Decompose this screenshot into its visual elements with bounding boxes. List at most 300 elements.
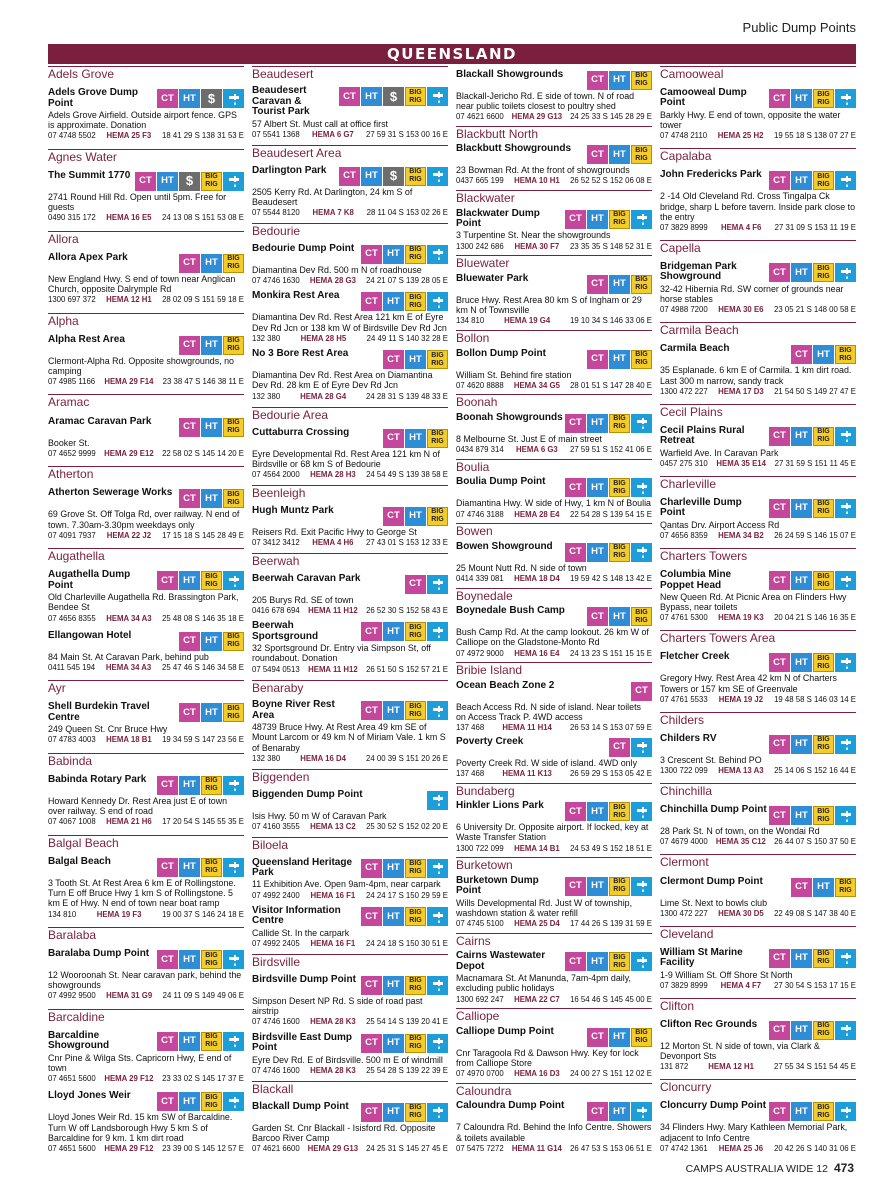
hema-map-ref: HEMA 34 B2 [718, 531, 764, 540]
entry-header [48, 1091, 244, 1111]
hema-map-ref: HEMA 12 H1 [106, 295, 152, 305]
big-rig-icon: BIG RIG [631, 71, 652, 90]
big-rig-icon: BIG RIG [631, 607, 652, 626]
hema-map-ref: HEMA 18 B1 [106, 735, 152, 745]
entry-description: Bush Camp Rd. At the camp lookout. 26 km W of Calliope on the Gladstone-Monto Rd [456, 627, 649, 648]
entry-description: 69 Grove St. Off Tolga Rd, over railway. N end of town. 7.30am-3.30pm weekdays only [48, 509, 240, 530]
phone-number: 07 4761 5533 [660, 694, 708, 704]
dump-point-entry [252, 574, 448, 616]
entry-meta [456, 919, 652, 929]
facility-icons [361, 859, 448, 878]
ct-icon: CT [179, 703, 200, 722]
entry-name: Blackall Showgrounds [456, 68, 564, 80]
water-tap-icon [631, 738, 652, 757]
ct-icon: CT [587, 275, 608, 294]
phone-number: 134 810 [456, 316, 485, 326]
water-tap-icon [835, 171, 856, 190]
phone-number: 134 810 [48, 909, 77, 919]
phone-number: 07 4745 5100 [456, 919, 504, 929]
water-tap-icon [427, 976, 448, 995]
hema-map-ref: HEMA 28 K3 [310, 1017, 356, 1027]
entry-header [48, 1031, 244, 1052]
ct-icon: CT [361, 1103, 382, 1122]
entry-name: Bowen Showground [456, 540, 553, 552]
facility-icons [361, 245, 448, 264]
entry-meta [48, 531, 244, 541]
phone-number: 07 5494 0513 [252, 664, 300, 674]
phone-number: 1300 722 099 [456, 843, 504, 853]
facility-icons [587, 145, 652, 164]
ct-icon: CT [587, 1102, 608, 1121]
town-heading: Boulia [456, 459, 652, 474]
entry-meta [660, 695, 856, 705]
footer-label: CAMPS AUSTRALIA WIDE 12 [685, 1163, 828, 1175]
entry-meta [660, 531, 856, 541]
water-tap-icon [835, 806, 856, 825]
ht-icon: HT [791, 263, 812, 282]
entry-header [252, 906, 448, 927]
big-rig-icon: BIG RIG [631, 350, 652, 369]
hema-map-ref: HEMA 11 K13 [502, 769, 552, 779]
big-rig-icon: BIG RIG [609, 210, 630, 229]
water-tap-icon [427, 622, 448, 641]
gps-coordinates: 27 31 09 S 153 11 19 E [774, 222, 856, 232]
entry-header [660, 948, 856, 969]
town-heading: Allora [48, 231, 244, 246]
ht-icon: HT [609, 607, 630, 626]
entry-name: Cairns Wastewater Depot [456, 950, 546, 972]
town-heading: Bribie Island [456, 662, 652, 677]
gps-coordinates: 19 10 34 S 146 33 06 E [570, 316, 652, 326]
gps-coordinates: 27 59 31 S 153 00 16 E [366, 129, 448, 139]
ht-icon: HT [383, 976, 404, 995]
town-heading: Alpha [48, 313, 244, 328]
ct-icon: CT [565, 414, 586, 433]
phone-number: 07 4067 1008 [48, 817, 96, 827]
entry-header [48, 775, 244, 795]
dump-point-entry [252, 244, 448, 286]
entry-meta [48, 991, 244, 1001]
entry-name: Poverty Creek [456, 735, 524, 747]
ct-icon: CT [769, 499, 790, 518]
entry-name: Blackall Dump Point [252, 1100, 349, 1112]
entry-header [456, 737, 652, 757]
hema-map-ref: HEMA 6 G7 [312, 129, 354, 139]
ht-icon: HT [179, 950, 200, 969]
water-tap-icon [427, 907, 448, 926]
listing-column [252, 66, 448, 1154]
hema-map-ref: HEMA 31 G9 [106, 991, 153, 1001]
hema-map-ref: HEMA 19 G4 [504, 316, 551, 326]
ct-icon: CT [587, 71, 608, 90]
water-tap-icon [427, 245, 448, 264]
entry-meta [456, 574, 652, 584]
gps-coordinates: 26 24 59 S 146 15 07 E [774, 531, 856, 540]
hema-map-ref: HEMA 29 F12 [104, 1143, 154, 1153]
water-tap-icon [631, 543, 652, 562]
entry-description: Warfield Ave. In Caravan Park [660, 447, 779, 458]
entry-name: William St Marine Facility [660, 946, 743, 969]
ct-icon: CT [361, 859, 382, 878]
hema-map-ref: HEMA 30 F7 [514, 241, 560, 251]
ht-icon: HT [383, 292, 404, 311]
entry-description: 11 Exhibition Ave. Open 9am-4pm, near carpark [252, 879, 441, 890]
gps-coordinates: 24 28 31 S 139 48 33 E [366, 391, 448, 401]
gps-coordinates: 23 35 35 S 148 52 31 E [570, 241, 652, 251]
phone-number: 07 4742 1361 [660, 1143, 708, 1153]
facility-icons [769, 735, 856, 754]
entry-header [660, 652, 856, 672]
ht-icon: HT [405, 507, 426, 526]
facility-icons [383, 350, 448, 369]
gps-coordinates: 19 34 59 S 147 23 56 E [162, 735, 244, 745]
dump-point-entry [660, 570, 856, 623]
ct-icon: CT [157, 1092, 178, 1111]
gps-coordinates: 26 51 50 S 152 57 21 E [366, 664, 448, 674]
water-tap-icon [427, 1034, 448, 1053]
big-rig-icon: BIG RIG [813, 499, 834, 518]
ht-icon: HT [791, 949, 812, 968]
entry-meta [660, 837, 856, 847]
phone-number: 07 4651 5600 [48, 1074, 96, 1084]
town-heading: Childers [660, 712, 856, 727]
big-rig-icon: BIG RIG [835, 878, 856, 897]
dump-point-entry [456, 209, 652, 252]
phone-number: 07 4621 6600 [456, 112, 504, 122]
entry-name: Birdsville Dump Point [252, 973, 356, 985]
entry-header [456, 801, 652, 821]
ht-icon: HT [587, 478, 608, 497]
dump-point-entry [456, 951, 652, 1004]
hema-map-ref: HEMA 35 E14 [716, 458, 766, 468]
town-heading: Blackwater [456, 190, 652, 205]
entry-meta [48, 735, 244, 745]
ht-icon: HT [179, 858, 200, 877]
entry-header [660, 498, 856, 519]
entry-description: 32 Sportsground Dr. Entry via Simpson St, off roundabout. Donation [252, 643, 431, 664]
facility-icons [769, 1021, 856, 1040]
fee-icon: $ [179, 172, 200, 191]
town-heading: Cloncurry [660, 1079, 856, 1094]
entry-description: 3 Turpentine St. Near the showgrounds [456, 230, 611, 241]
phone-number: 07 4091 7937 [48, 530, 96, 540]
entry-header [456, 274, 652, 294]
dump-point-entry [252, 906, 448, 949]
entry-description: 205 Burys Rd. SE of town [252, 594, 354, 605]
phone-number: 07 4970 0700 [456, 1069, 504, 1079]
entry-header [252, 574, 448, 594]
big-rig-icon: BIG RIG [405, 622, 426, 641]
phone-number: 07 4564 2000 [252, 469, 300, 479]
entry-name: No 3 Bore Rest Area [252, 348, 349, 360]
ct-icon: CT [565, 877, 586, 896]
town-heading: Barcaldine [48, 1009, 244, 1024]
water-tap-icon [223, 172, 244, 191]
hema-map-ref: HEMA 4 H6 [312, 537, 354, 547]
entry-meta [252, 208, 448, 218]
water-tap-icon [835, 571, 856, 590]
dump-point-entry [456, 876, 652, 929]
big-rig-icon: BIG RIG [631, 275, 652, 294]
dump-point-entry [456, 477, 652, 519]
water-tap-icon [631, 952, 652, 971]
gps-coordinates: 17 44 26 S 139 31 59 E [570, 919, 652, 929]
phone-number: 07 4746 1600 [252, 1017, 300, 1027]
entry-header [252, 506, 448, 526]
ht-icon: HT [791, 427, 812, 446]
facility-icons [135, 172, 244, 191]
phone-number: 131 872 [660, 1062, 689, 1072]
phone-number: 07 4748 2110 [660, 131, 708, 141]
big-rig-icon: BIG RIG [223, 703, 244, 722]
entry-header [252, 700, 448, 721]
ct-icon: CT [179, 336, 200, 355]
facility-icons [769, 571, 856, 590]
phone-number: 132 380 [252, 391, 281, 401]
dump-point-entry [456, 1101, 652, 1153]
big-rig-icon: BIG RIG [813, 171, 834, 190]
facility-icons [565, 210, 652, 229]
ct-icon: CT [339, 87, 360, 106]
ct-icon: CT [157, 89, 178, 108]
ht-icon: HT [609, 145, 630, 164]
facility-icons [179, 418, 244, 437]
town-heading: Baralaba [48, 927, 244, 942]
hema-map-ref: HEMA 29 F12 [104, 1074, 154, 1084]
entry-header [252, 291, 448, 311]
entry-header [660, 262, 856, 283]
facility-icons [565, 802, 652, 821]
ht-icon: HT [791, 735, 812, 754]
big-rig-icon: BIG RIG [405, 245, 426, 264]
phone-number: 07 4746 3188 [456, 509, 504, 519]
dump-point-entry [660, 426, 856, 469]
dump-point-entry [660, 498, 856, 541]
phone-number: 07 4160 3555 [252, 821, 300, 831]
entry-header [456, 876, 652, 897]
entry-header [252, 1102, 448, 1122]
ct-icon: CT [769, 1021, 790, 1040]
town-heading: Birdsville [252, 954, 448, 969]
facility-icons [361, 292, 448, 311]
town-heading: Clifton [660, 998, 856, 1013]
entry-name: Chinchilla Dump Point [660, 804, 767, 816]
entry-name: Aramac Caravan Park [48, 415, 152, 427]
entry-meta [252, 538, 448, 548]
big-rig-icon: BIG RIG [813, 427, 834, 446]
big-rig-icon: BIG RIG [201, 950, 222, 969]
entry-name: Ellangowan Hotel [48, 629, 132, 641]
entry-header [252, 621, 448, 642]
entry-header [660, 88, 856, 109]
hema-map-ref: HEMA 4 F6 [720, 222, 762, 232]
ht-icon: HT [791, 89, 812, 108]
gps-coordinates: 16 54 46 S 145 45 00 E [570, 994, 652, 1004]
ht-icon: HT [201, 418, 222, 437]
big-rig-icon: BIG RIG [631, 1028, 652, 1047]
listing-columns [48, 66, 856, 1154]
town-heading: Balgal Beach [48, 835, 244, 850]
dump-point-entry [252, 700, 448, 763]
water-tap-icon [427, 701, 448, 720]
entry-meta [48, 663, 244, 673]
entry-description: Isis Hwy. 50 m W of Caravan Park [252, 810, 387, 821]
dump-point-entry [456, 1027, 652, 1079]
gps-coordinates: 23 39 00 S 145 12 57 E [162, 1143, 244, 1153]
facility-icons [565, 414, 652, 433]
facility-icons [587, 1102, 652, 1121]
gps-coordinates: 19 48 58 S 146 03 14 E [774, 694, 856, 704]
hema-map-ref: HEMA 30 E6 [718, 305, 764, 315]
ct-icon: CT [565, 802, 586, 821]
ht-icon: HT [201, 336, 222, 355]
dump-point-entry [252, 790, 448, 832]
dump-point-entry [456, 70, 652, 122]
ht-icon: HT [201, 489, 222, 508]
ct-icon: CT [383, 350, 404, 369]
water-tap-icon [223, 1092, 244, 1111]
hema-map-ref: HEMA 18 D4 [514, 573, 560, 583]
dump-point-entry [456, 349, 652, 391]
gps-coordinates: 24 13 08 S 151 53 08 E [162, 213, 244, 223]
ct-icon: CT [769, 806, 790, 825]
ct-icon: CT [769, 735, 790, 754]
gps-coordinates: 26 59 29 S 153 05 42 E [570, 769, 652, 779]
entry-meta [660, 1144, 856, 1154]
ht-icon: HT [157, 172, 178, 191]
phone-number: 07 4992 9500 [48, 991, 96, 1001]
ct-icon: CT [769, 653, 790, 672]
ht-icon: HT [587, 210, 608, 229]
entry-description: 12 Morton St. N side of town, via Clark & Devonport Sts [660, 1040, 820, 1062]
entry-meta [660, 305, 856, 315]
ct-icon: CT [565, 543, 586, 562]
entry-description: 1-9 William St. Off Shore St North [660, 969, 793, 980]
dump-point-entry [252, 86, 448, 139]
hema-map-ref: HEMA 11 G14 [511, 1143, 562, 1153]
ct-icon: CT [587, 350, 608, 369]
facility-icons [769, 89, 856, 108]
facility-icons [179, 254, 244, 273]
gps-coordinates: 23 05 21 S 148 00 58 E [774, 305, 856, 315]
phone-number: 07 3412 3412 [252, 537, 300, 547]
gps-coordinates: 24 53 49 S 152 18 51 E [570, 843, 652, 853]
gps-coordinates: 25 30 52 S 152 02 20 E [366, 821, 448, 831]
entry-header [456, 1101, 652, 1121]
town-heading: Burketown [456, 857, 652, 872]
big-rig-icon: BIG RIG [405, 976, 426, 995]
ht-icon: HT [179, 571, 200, 590]
hema-map-ref: HEMA 35 C12 [715, 837, 766, 847]
gps-coordinates: 24 24 17 S 150 29 59 E [366, 890, 448, 900]
entry-name: Cuttaburra Crossing [252, 426, 350, 438]
entry-meta [456, 1069, 652, 1079]
gps-coordinates: 27 59 51 S 152 41 06 E [570, 445, 652, 455]
phone-number: 132 380 [252, 333, 281, 343]
dump-point-entry [252, 506, 448, 548]
fee-icon: $ [383, 87, 404, 106]
entry-meta [456, 242, 652, 252]
facility-icons [339, 87, 448, 106]
dump-point-entry [48, 702, 244, 745]
ht-icon: HT [587, 543, 608, 562]
ct-icon: CT [179, 632, 200, 651]
facility-icons [383, 429, 448, 448]
big-rig-icon: BIG RIG [405, 701, 426, 720]
ht-icon: HT [405, 350, 426, 369]
hema-map-ref: HEMA 17 D3 [718, 386, 764, 396]
entry-name: Burketown Dump Point [456, 874, 539, 897]
dump-point-entry [660, 262, 856, 315]
entry-name: Allora Apex Park [48, 251, 128, 263]
dump-point-entry [252, 166, 448, 218]
town-heading: Ayr [48, 680, 244, 695]
ct-icon: CT [769, 427, 790, 446]
entry-name: Monkira Rest Area [252, 290, 340, 302]
entry-description: 23 Bowman Rd. At the front of showgrounds [456, 165, 630, 176]
entry-description: 7 Caloundra Rd. Behind the Info Centre. Showers & toilets available [456, 1122, 652, 1143]
entry-header [48, 417, 244, 437]
ht-icon: HT [179, 1032, 200, 1051]
town-heading: Charters Towers Area [660, 630, 856, 645]
dump-point-entry [456, 542, 652, 584]
phone-number: 07 4992 2405 [252, 939, 300, 949]
dump-point-entry [660, 948, 856, 991]
dump-point-entry [660, 877, 856, 919]
town-heading: Bedourie [252, 223, 448, 238]
entry-description: Booker St. [48, 437, 90, 448]
ht-icon: HT [179, 1092, 200, 1111]
phone-number: 0416 678 694 [252, 605, 300, 615]
entry-description: 35 Esplanade. 6 km E of Carmila. 1 km dirt road. Last 300 m narrow, sandy track [660, 365, 852, 386]
entry-description: New Queen Rd. At Picnic Area on Flinders Hwy Bypass, near toilets [660, 591, 847, 613]
dump-point-entry [252, 621, 448, 674]
ct-icon: CT [179, 254, 200, 273]
dump-point-entry [252, 349, 448, 401]
dump-point-entry [252, 428, 448, 480]
entry-meta [48, 449, 244, 459]
entry-meta [456, 510, 652, 520]
hema-map-ref: HEMA 25 H2 [717, 131, 764, 141]
entry-header [252, 858, 448, 879]
dump-point-entry [660, 170, 856, 233]
ct-icon: CT [157, 858, 178, 877]
water-tap-icon [835, 949, 856, 968]
entry-description: New England Hwy. S end of town near Anglican Church, opposite Dalrymple Rd [48, 273, 236, 295]
big-rig-icon: BIG RIG [835, 345, 856, 364]
entry-name: Biggenden Dump Point [252, 788, 363, 800]
phone-number: 132 380 [252, 753, 281, 763]
entry-description: Beach Access Rd. N side of island. Near toilets on Access Track P. 4WD access [456, 701, 641, 723]
entry-name: Boulia Dump Point [456, 476, 546, 488]
town-heading: Cleveland [660, 926, 856, 941]
town-heading: Cairns [456, 933, 652, 948]
ct-icon: CT [361, 701, 382, 720]
dump-point-entry [48, 775, 244, 827]
phone-number: 07 3829 8999 [660, 980, 708, 990]
entry-meta [660, 1062, 856, 1072]
entry-meta [456, 381, 652, 391]
gps-coordinates: 22 58 02 S 145 14 20 E [162, 448, 244, 458]
entry-name: Visitor Information Centre [252, 905, 341, 927]
facility-icons [361, 976, 448, 995]
page-number: 473 [833, 1161, 854, 1175]
hema-map-ref: HEMA 16 F1 [310, 890, 356, 900]
facility-icons [791, 345, 856, 364]
facility-icons [565, 543, 652, 562]
gps-coordinates: 26 44 07 S 150 37 50 E [774, 837, 856, 847]
town-heading: Calliope [456, 1008, 652, 1023]
